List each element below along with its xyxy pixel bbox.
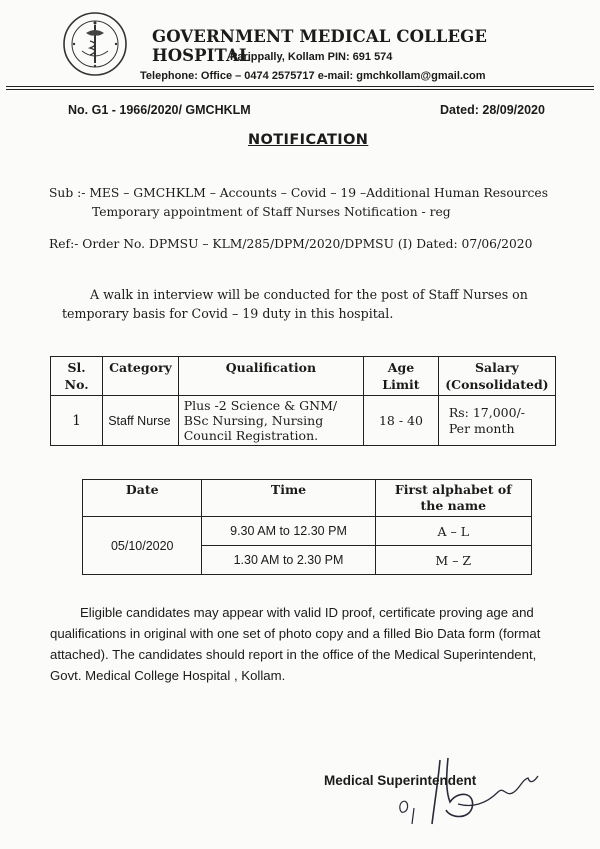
header-qualification: Qualification xyxy=(178,357,363,396)
cell-date: 05/10/2020 xyxy=(83,517,202,575)
hospital-emblem xyxy=(62,11,128,77)
header-alphabet: First alphabet of the name xyxy=(375,480,531,517)
posts-table xyxy=(50,356,556,446)
issue-date: Dated: 28/09/2020 xyxy=(440,103,545,117)
table-row xyxy=(83,517,532,546)
cell-range: A – L xyxy=(375,517,531,546)
header-time: Time xyxy=(202,480,375,517)
header-salary: Salary (Consolidated) xyxy=(438,357,555,396)
cell-sl-no: 1 xyxy=(51,396,103,446)
schedule-table xyxy=(82,479,532,575)
table-row xyxy=(51,396,556,446)
cell-age-limit: 18 - 40 xyxy=(364,396,439,446)
signatory-title: Medical Superintendent xyxy=(324,773,477,788)
cell-salary: Rs: 17,000/- Per month xyxy=(438,396,555,446)
cell-category: Staff Nurse xyxy=(103,396,178,446)
schedule-header-row xyxy=(83,480,532,517)
hospital-name: GOVERNMENT MEDICAL COLLEGE HOSPITAL xyxy=(152,27,487,65)
intro-paragraph xyxy=(62,285,572,323)
table-header-row xyxy=(51,357,556,396)
subject-line-2: Temporary appointment of Staff Nurses Notification - reg xyxy=(92,205,451,219)
reference-line: Ref:- Order No. DPMSU – KLM/285/DPM/2020/DPMSU (I) Dated: 07/06/2020 xyxy=(49,237,533,251)
reference-number: No. G1 - 1966/2020/ GMCHKLM xyxy=(68,103,251,117)
intro-text: A walk in interview will be conducted for the post of Staff Nurses on temporary basis for Covid – 19 duty in this hospital. xyxy=(62,287,528,321)
signature xyxy=(388,752,558,832)
cell-time: 9.30 AM to 12.30 PM xyxy=(202,517,375,546)
subject-line-1: Sub :- MES – GMCHKLM – Accounts – Covid – 19 –Additional Human Resources xyxy=(49,186,549,200)
header-divider-secondary xyxy=(6,89,594,90)
header-sl-no: Sl. No. xyxy=(51,357,103,396)
instructions-paragraph xyxy=(50,602,570,686)
page-title: NOTIFICATION xyxy=(248,132,369,148)
cell-time: 1.30 AM to 2.30 PM xyxy=(202,546,375,575)
instructions-text: Eligible candidates may appear with valid ID proof, certificate proving age and qualifications in original with one set of photo copy and a filled Bio Data form (format attached). The candidates should report in the office of the Medical Superintendent, Govt. Medical College Hospital , Kollam. xyxy=(50,605,541,683)
header-category: Category xyxy=(103,357,178,396)
header-age-limit: Age Limit xyxy=(364,357,439,396)
cell-range: M – Z xyxy=(375,546,531,575)
cell-qualification: Plus -2 Science & GNM/ BSc Nursing, Nursing Council Registration. xyxy=(178,396,363,446)
header-divider xyxy=(6,86,594,87)
hospital-address: Parippally, Kollam PIN: 691 574 xyxy=(230,51,393,63)
header-date: Date xyxy=(83,480,202,517)
hospital-contact: Telephone: Office – 0474 2575717 e-mail: gmchkollam@gmail.com xyxy=(140,70,486,82)
